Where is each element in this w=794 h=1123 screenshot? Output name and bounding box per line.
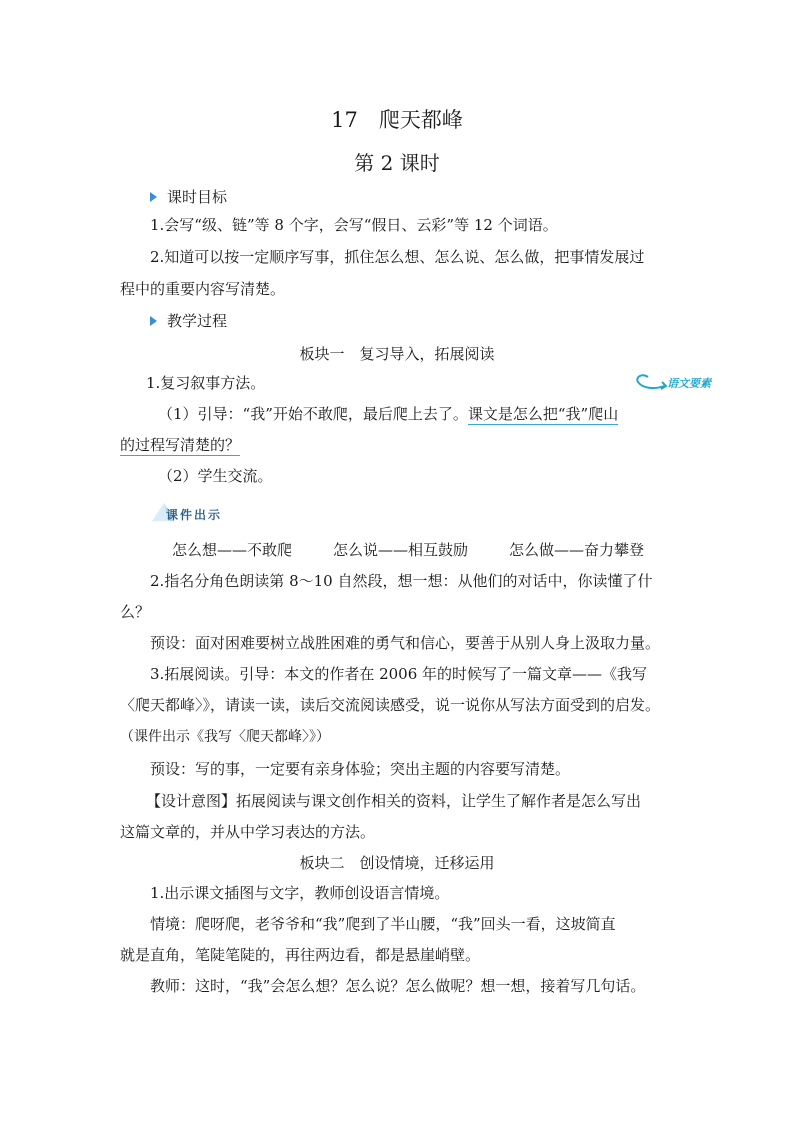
period-title: 第 2 课时 (354, 151, 440, 175)
side-note: 语文要素 (667, 377, 711, 390)
situation-line2: 就是直角，笔陡笔陡的，再往两边看，都是悬崖峭壁。 (120, 946, 481, 964)
design-intent-line1: 【设计意图】拓展阅读与课文创作相关的资料，让学生了解作者是怎么写出 (146, 792, 642, 810)
step1-a-line1 (158, 404, 618, 424)
teacher-prompt: 教师：这时，“我”会怎么想？怎么说？怎么做呢？想一想，接着写几句话。 (150, 977, 646, 995)
courseware-label: 课件出示 (166, 508, 223, 522)
block1-title: 板块一 复习导入，拓展阅读 (299, 345, 495, 363)
courseware-item-1: 怎么想——不敢爬 (172, 541, 293, 559)
step1-a-line2-text: 的过程写清楚的？ (120, 436, 241, 454)
situation-line1: 情境：爬呀爬，老爷爷和“我”爬到了半山腰，“我”回头一看，这坡简直 (150, 915, 616, 933)
lesson-title: 17 爬天都峰 (331, 108, 463, 132)
step1-a-line2 (120, 435, 240, 455)
step3-line1: 3.拓展阅读。引导：本文的作者在 2006 年的时候写了一篇文章——《我写 (150, 665, 648, 683)
triangle-bullet-icon (150, 316, 157, 326)
objective-item-1: 1.会写“级、链”等 8 个字，会写“假日、云彩”等 12 个词语。 (150, 216, 558, 234)
step2-line2: 么？ (120, 603, 151, 621)
courseware-item-2: 怎么说——相互鼓励 (333, 541, 469, 559)
courseware-2: （课件出示《我写〈爬天都峰〉》） (120, 729, 330, 745)
triangle-bullet-icon (150, 192, 157, 202)
swirl-arrow-icon (632, 370, 668, 394)
objectives-heading-label: 课时目标 (167, 188, 228, 206)
step1-b: （2）学生交流。 (158, 467, 273, 485)
process-heading (150, 310, 227, 331)
design-intent-line2: 这篇文章的，并从中学习表达的方法。 (120, 823, 376, 841)
step1-a-prefix: （1）引导：“我”开始不敢爬，最后爬上去了。 (158, 405, 468, 423)
step1: 1.复习叙事方法。 (146, 374, 266, 392)
objectives-heading (150, 186, 227, 207)
step2-line1: 2.指名分角色朗读第 8～10 自然段，想一想：从他们的对话中，你读懂了什 (150, 572, 653, 590)
courseware-item-3: 怎么做——奋力攀登 (509, 541, 645, 559)
block2-step1: 1.出示课文插图与文字，教师创设语言情境。 (150, 884, 450, 902)
step1-a-underlined: 课文是怎么把“我”爬山 (467, 405, 619, 423)
block2-title: 板块二 创设情境，迁移运用 (299, 854, 495, 872)
objective-item-2-line2: 程中的重要内容写清楚。 (120, 280, 286, 298)
preset-2: 预设：写的事，一定要有亲身体验；突出主题的内容要写清楚。 (150, 760, 571, 778)
step3-line2: 〈爬天都峰〉》，请读一读，读后交流阅读感受，说一说你从写法方面受到的启发。 (120, 696, 661, 714)
objective-item-2-line1: 2.知道可以按一定顺序写事，抓住怎么想、怎么说、怎么做，把事情发展过 (150, 248, 645, 266)
preset-1: 预设：面对困难要树立战胜困难的勇气和信心，要善于从别人身上汲取力量。 (150, 634, 661, 652)
process-heading-label: 教学过程 (167, 312, 228, 330)
